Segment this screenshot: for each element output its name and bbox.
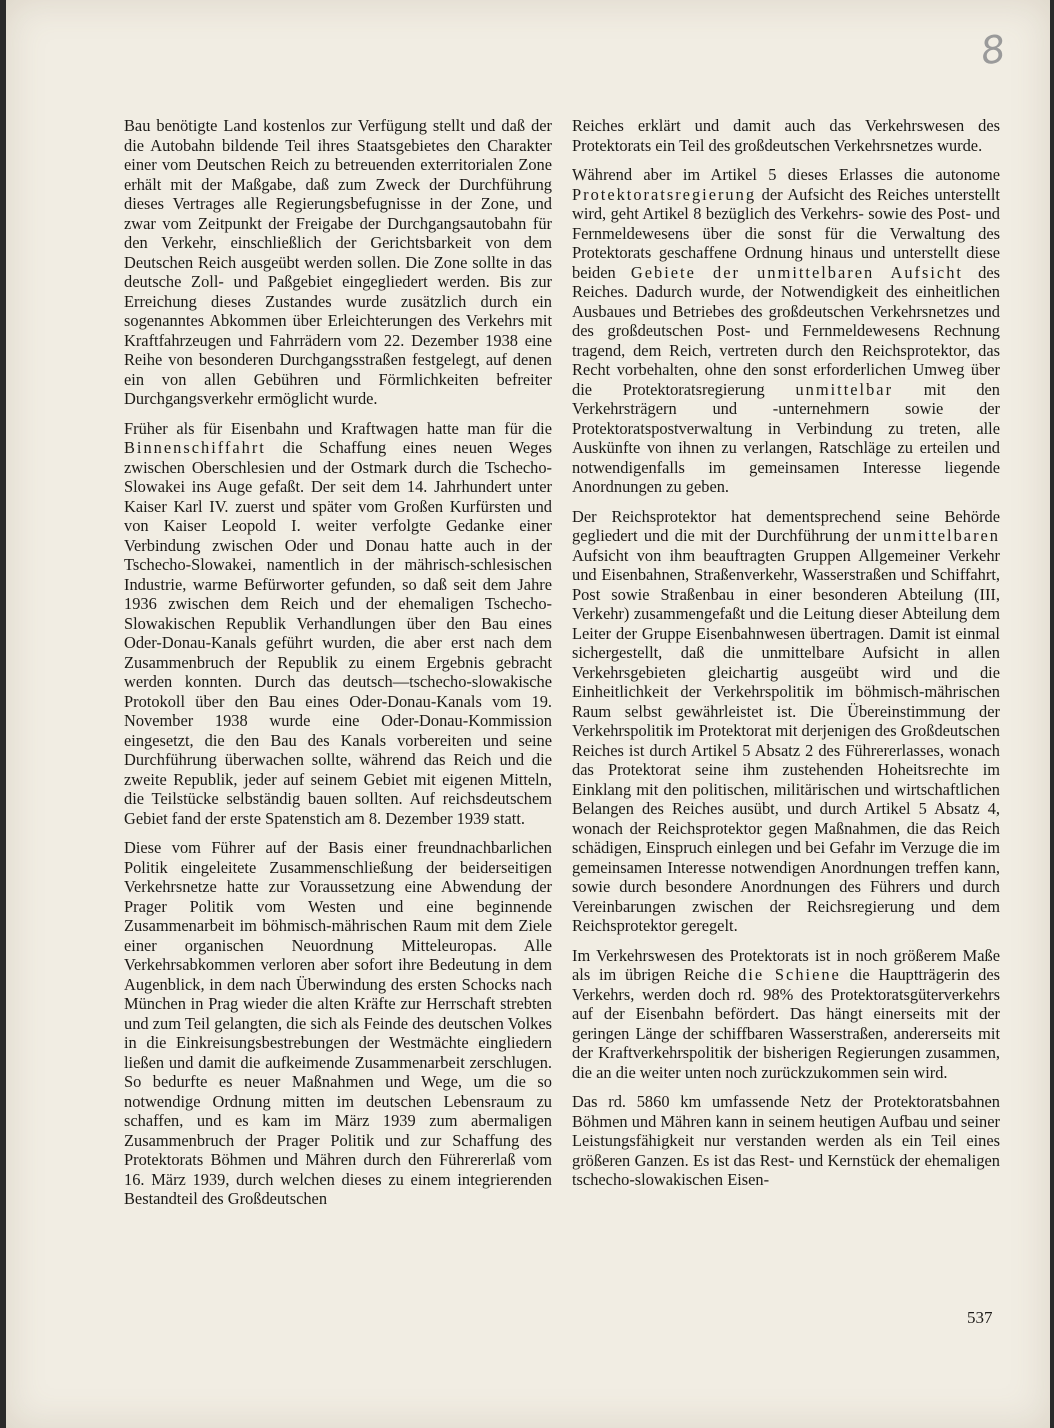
paragraph: Das rd. 5860 km umfassende Netz der Protektoratsbahnen Böhmen und Mähren kann in seinem heutigen Aufbau und seiner Leistungsfähigkeit nur verstanden werden als ein Teil eines größeren Ganzen. Es ist das Rest- und Kernstück der ehemaligen tschecho-slowakischen Eisen- [572, 1092, 1000, 1189]
paragraph: Der Reichsprotektor hat dementsprechend seine Behörde gegliedert und die mit der Durchführung der unmittelbaren Aufsicht von ihm beauftragten Gruppen Allgemeiner Verkehr und Eisenbahnen, Straßenverkehr, Wasserstraßen und Schiffahrt, Post sowie Straßenbau in einer besonderen Abteilung (III, Verkehr) zusammengefaßt und die Leitung dieser Abteilung dem Leiter der Gruppe Eisenbahnwesen übertragen. Damit ist einmal sichergestellt, daß die unmittelbare Aufsicht in allen Verkehrsgebieten gleichartig ausgeübt wird und die Einheitlichkeit der Verkehrspolitik im böhmisch-mährischen Raum selbst gewährleistet ist. Die Übereinstimmung der Verkehrspolitik im Protektorat mit derjenigen des Großdeutschen Reiches ist durch Artikel 5 Absatz 2 des Führererlasses, wonach das Protektorat seine ihm zustehenden Hoheitsrechte im Einklang mit den politischen, militärischen und wirtschaftlichen Belangen des Reiches ausübt, und durch Artikel 5 Absatz 4, wonach der Reichsprotektor gegen Maßnahmen, die das Reich schädigen, Einspruch einlegen und bei Gefahr im Verzuge die im gemeinsamen Interesse notwendigen Anordnungen treffen kann, sowie durch besondere Anordnungen des Führers und durch Vereinbarungen zwischen der Reichsregierung und dem Reichsprotektor geregelt. [572, 506, 1000, 935]
paragraph: Bau benötigte Land kostenlos zur Verfügung stellt und daß der die Autobahn bildende Teil ihres Staatsgebietes den Charakter einer vom Deutschen Reich zu betreuenden exterritorialen Zone erhält mit der Maßgabe, daß zum Zweck der Durchführung dieses Vertrages alle Regierungsbefugnisse in der Zone, und zwar vom Zeitpunkt der Freigabe der Durchgangsautobahn für den Verkehr, einschließlich der Gerichtsbarkeit von dem Deutschen Reich ausgeübt werden sollen. Die Zone sollte in das deutsche Zoll- und Paßgebiet eingegliedert werden. Bis zur Erreichung dieses Zustandes wurde zusätzlich durch ein sogenanntes Abkommen über Erleichterungen des Verkehrs mit Kraftfahrzeugen und Fahrrädern vom 22. Dezember 1938 eine Reihe von besonderen Durchgangsstraßen festgelegt, auf denen ein von allen Gebühren und Förmlichkeiten befreiter Durchgangsverkehr ermöglicht wurde. [124, 116, 552, 408]
paragraph: Während aber im Artikel 5 dieses Erlasses die autonome Protektoratsregierung der Aufsicht des Reiches unterstellt wird, geht Artikel 8 bezüglich des Verkehrs- sowie des Post- und Fernmeldewesens über die sonst für die Verwaltung des Protektorats geschaffene Ordnung hinaus und unterstellt diese beiden Gebiete der unmittelbaren Aufsicht des Reiches. Dadurch wurde, der Notwendigkeit des einheitlichen Ausbaues und Betriebes des großdeutschen Verkehrsnetzes und des großdeutschen Post- und Fernmeldewesens Rechnung tragend, dem Reich, vertreten durch den Reichsprotektor, das Recht vorbehalten, ohne den sonst erforderlichen Umweg über die Protektoratsregierung unmittelbar mit den Verkehrsträgern und -unternehmern sowie der Protektoratspostverwaltung in Verbindung zu treten, alle Auskünfte von ihnen zu verlangen, Ratschläge zu erteilen und notwendigenfalls im gemeinsamen Interesse liegende Anordnungen zu geben. [572, 165, 1001, 496]
pencil-page-mark: 8 [978, 26, 1009, 74]
page-number: 537 [967, 1308, 993, 1327]
paragraph: Früher als für Eisenbahn und Kraftwagen hatte man für die Binnenschiffahrt die Schaffung eines neuen Weges zwischen Oberschlesien und der Ostmark durch die Tschecho-Slowakei ins Auge gefaßt. Der seit dem 14. Jahrhundert unter Kaiser Karl IV. zuerst und später vom Großen Kurfürsten und von Kaiser Leopold I. weiter verfolgte Gedanke einer Verbindung zwischen Oder und Donau hatte auch in der Tschecho-Slowakei, namentlich in der mährisch-schlesischen Industrie, warme Befürworter gefunden, so daß seit dem Jahre 1936 zwischen dem Reich und der ehemaligen Tschecho-Slowakischen Republik Verhandlungen über den Bau eines Oder-Donau-Kanals geführt wurden, die aber erst nach dem Zusammenbruch der Republik zu einem Ergebnis gebracht werden konnten. Durch das deutsch—tschecho-slowakische Protokoll über den Bau eines Oder-Donau-Kanals vom 19. November 1938 wurde eine Oder-Donau-Kommission eingesetzt, die den Bau des Kanals vorbereiten und seine Durchführung überwachen sollte, während das Reich und die zweite Republik, jeder auf seinem Gebiet mit eigenen Mitteln, die Teilstücke selbständig bauen sollten. Auf reichsdeutschem Gebiet fand der erste Spatenstich am 8. Dezember 1939 statt. [124, 418, 552, 828]
spaced-term: Gebiete der unmittelbaren Aufsicht [630, 262, 963, 282]
spaced-term: unmittelbar [795, 379, 894, 399]
spaced-term: Protektoratsregierung [572, 184, 757, 204]
paragraph: Diese vom Führer auf der Basis einer freundnachbarlichen Politik eingeleitete Zusammenschließung der beiderseitigen Verkehrsnetze hatte zur Voraussetzung eine Abwendung der Prager Politik vom Westen und eine beginnende Zusammenarbeit im böhmisch-mährischen Raum mit dem Ziele einer organischen Neuordnung Mitteleuropas. Alle Verkehrsabkommen verloren aber sofort ihre Bedeutung in dem Augenblick, in dem nach Überwindung des ersten Schocks nach München in Prag wieder die alten Kräfte zur Herrschaft strebten und zum Teil gelangten, die sich als Feinde des deutschen Volkes in die Einkreisungsbestrebungen der Westmächte eingliedern ließen und damit die aufkeimende Zusammenarbeit zerschlugen. So bedurfte es neuer Maßnahmen und Wege, um die so notwendige Ordnung mitten im deutschen Lebensraum zu schaffen, und es kam im März 1939 zum abermaligen Zusammenbruch der Prager Politik und zur Schaffung des Protektorats Böhmen und Mähren durch den Führererlaß vom 16. März 1939, durch welchen dieses zu einem integrierenden Bestandteil des Großdeutschen [124, 838, 552, 1208]
spaced-term: Binnenschiffahrt [124, 438, 266, 457]
spaced-term: die Schiene [738, 965, 841, 984]
right-column [572, 116, 1000, 1200]
spaced-term: unmittelbaren [882, 526, 1000, 545]
document-page [6, 0, 1050, 1428]
paragraph: Im Verkehrswesen des Protektorats ist in noch größerem Maße als im übrigen Reiche die Schiene die Hauptträgerin des Verkehrs, werden doch rd. 98% des Protektoratsgüterverkehrs auf der Eisenbahn befördert. Das hängt einerseits mit der geringen Länge der schiffbaren Wasserstraßen, andererseits mit der Kraftverkehrspolitik der bisherigen Regierungen zusammen, die an die weiter unten noch zurückzukommen sein wird. [572, 945, 1000, 1082]
left-column [124, 116, 552, 1219]
paragraph: Reiches erklärt und damit auch das Verkehrswesen des Protektorats ein Teil des großdeutschen Verkehrsnetzes wurde. [572, 116, 1000, 155]
